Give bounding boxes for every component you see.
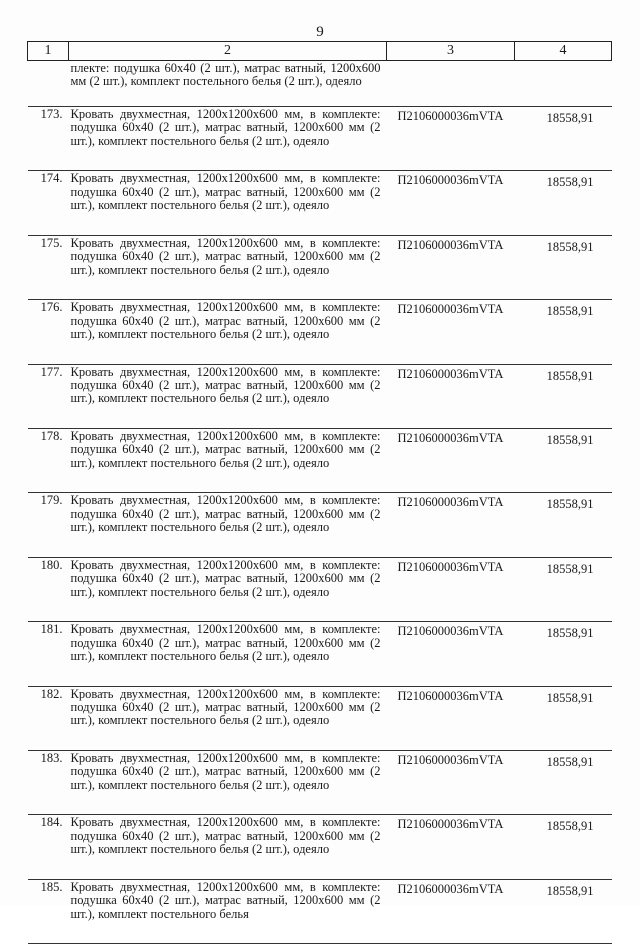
row-price: 18558,91 [515,235,612,299]
row-description-text: Кровать двухместная, 1200х1200х600 мм, в комплекте: подушка 60х40 (2 шт.), матрас ватный, 1200х600 мм (2 шт.), комплект постельного белья (2 шт.), одеяло [70,557,381,599]
row-number: 181. [28,622,69,686]
row-number: 173. [28,107,69,171]
row-description [69,686,387,750]
row-code: П2106000036mVTA [387,622,515,686]
row-number: 175. [28,235,69,299]
row-description-text: Кровать двухместная, 1200х1200х600 мм, в комплекте: подушка 60х40 (2 шт.), матрас ватный, 1200х600 мм (2 шт.), комплект постельного белья (2 шт.), одеяло [70,300,381,341]
row-code: П2106000036mVTA [387,493,515,557]
row-code: П2106000036mVTA [387,364,515,428]
column-header-code: 3 [387,42,515,61]
row-code: П2106000036mVTA [387,235,515,299]
table-row [28,750,612,814]
row-number: 174. [28,171,69,235]
price-table [27,41,612,944]
column-header-number: 1 [28,42,69,61]
row-description [69,622,387,686]
row-price: 18558,91 [515,107,612,171]
row-number: 184. [28,815,69,879]
table-row [28,364,612,428]
row-number: 176. [28,300,69,364]
page-number: 9 [316,24,324,40]
row-description-text: плекте: подушка 60х40 (2 шт.), матрас ватный, 1200х600 мм (2 шт.), комплект постельного белья (2 шт.), одеяло [70,61,381,89]
row-description [69,493,387,557]
table-row [28,815,612,879]
row-number: 178. [28,428,69,492]
table-row [28,428,612,492]
table-row [28,879,612,943]
table-row [28,622,612,686]
row-price [515,61,612,107]
row-number: 179. [28,493,69,557]
row-number [28,61,69,107]
row-price: 18558,91 [515,750,612,814]
table-header-row [28,42,612,61]
row-description-text: Кровать двухместная, 1200х1200х600 мм, в комплекте: подушка 60х40 (2 шт.), матрас ватный, 1200х600 мм (2 шт.), комплект постельного белья (2 шт.), одеяло [70,815,381,857]
row-price: 18558,91 [515,171,612,235]
row-code: П2106000036mVTA [387,879,515,943]
column-header-description: 2 [69,42,387,61]
row-description-text: Кровать двухместная, 1200х1200х600 мм, в комплекте: подушка 60х40 (2 шт.), матрас ватный, 1200х600 мм (2 шт.), комплект постельного белья (2 шт.), одеяло [70,364,381,406]
row-description [69,61,387,107]
row-description-text: Кровать двухместная, 1200х1200х600 мм, в комплекте: подушка 60х40 (2 шт.), матрас ватный, 1200х600 мм (2 шт.), комплект постельного белья (2 шт.), одеяло [70,428,381,470]
table-row-continuation [28,61,612,107]
row-price: 18558,91 [515,879,612,943]
row-number: 180. [28,557,69,621]
table-row [28,557,612,621]
row-description-text: Кровать двухместная, 1200х1200х600 мм, в комплекте: подушка 60х40 (2 шт.), матрас ватный, 1200х600 мм (2 шт.), комплект постельного белья (2 шт.), одеяло [70,622,381,663]
row-price: 18558,91 [515,557,612,621]
row-code: П2106000036mVTA [387,557,515,621]
row-description-text: Кровать двухместная, 1200х1200х600 мм, в комплекте: подушка 60х40 (2 шт.), матрас ватный, 1200х600 мм (2 шт.), комплект постельного белья (2 шт.), одеяло [70,235,381,277]
row-description-text: Кровать двухместная, 1200х1200х600 мм, в комплекте: подушка 60х40 (2 шт.), матрас ватный, 1200х600 мм (2 шт.), комплект постельного белья [70,879,381,921]
row-description-text: Кровать двухместная, 1200х1200х600 мм, в комплекте: подушка 60х40 (2 шт.), матрас ватный, 1200х600 мм (2 шт.), комплект постельного белья (2 шт.), одеяло [70,107,381,148]
row-number: 182. [28,686,69,750]
row-price: 18558,91 [515,428,612,492]
row-number: 185. [28,879,69,943]
row-description-text: Кровать двухместная, 1200х1200х600 мм, в комплекте: подушка 60х40 (2 шт.), матрас ватный, 1200х600 мм (2 шт.), комплект постельного белья (2 шт.), одеяло [70,686,381,728]
row-description-text: Кровать двухместная, 1200х1200х600 мм, в комплекте: подушка 60х40 (2 шт.), матрас ватный, 1200х600 мм (2 шт.), комплект постельного белья (2 шт.), одеяло [70,750,381,792]
table-row [28,171,612,235]
row-price: 18558,91 [515,622,612,686]
row-number: 183. [28,750,69,814]
row-price: 18558,91 [515,686,612,750]
row-code [387,61,515,107]
row-price: 18558,91 [515,364,612,428]
row-code: П2106000036mVTA [387,750,515,814]
row-description [69,557,387,621]
table-body [28,61,612,944]
row-code: П2106000036mVTA [387,107,515,171]
row-description [69,750,387,814]
table-row [28,235,612,299]
row-code: П2106000036mVTA [387,171,515,235]
table-row [28,493,612,557]
row-description-text: Кровать двухместная, 1200х1200х600 мм, в комплекте: подушка 60х40 (2 шт.), матрас ватный, 1200х600 мм (2 шт.), комплект постельного белья (2 шт.), одеяло [70,493,381,535]
row-price: 18558,91 [515,815,612,879]
table-row [28,300,612,364]
row-number: 177. [28,364,69,428]
table-row [28,107,612,171]
row-description [69,235,387,299]
row-code: П2106000036mVTA [387,428,515,492]
table-row [28,686,612,750]
row-description [69,815,387,879]
row-description [69,107,387,171]
row-description [69,428,387,492]
row-description [69,879,387,943]
row-description [69,171,387,235]
column-header-price: 4 [515,42,612,61]
row-price: 18558,91 [515,493,612,557]
row-description [69,364,387,428]
row-code: П2106000036mVTA [387,815,515,879]
row-description [69,300,387,364]
row-description-text: Кровать двухместная, 1200х1200х600 мм, в комплекте: подушка 60х40 (2 шт.), матрас ватный, 1200х600 мм (2 шт.), комплект постельного белья (2 шт.), одеяло [70,171,381,213]
row-code: П2106000036mVTA [387,300,515,364]
row-code: П2106000036mVTA [387,686,515,750]
row-price: 18558,91 [515,300,612,364]
